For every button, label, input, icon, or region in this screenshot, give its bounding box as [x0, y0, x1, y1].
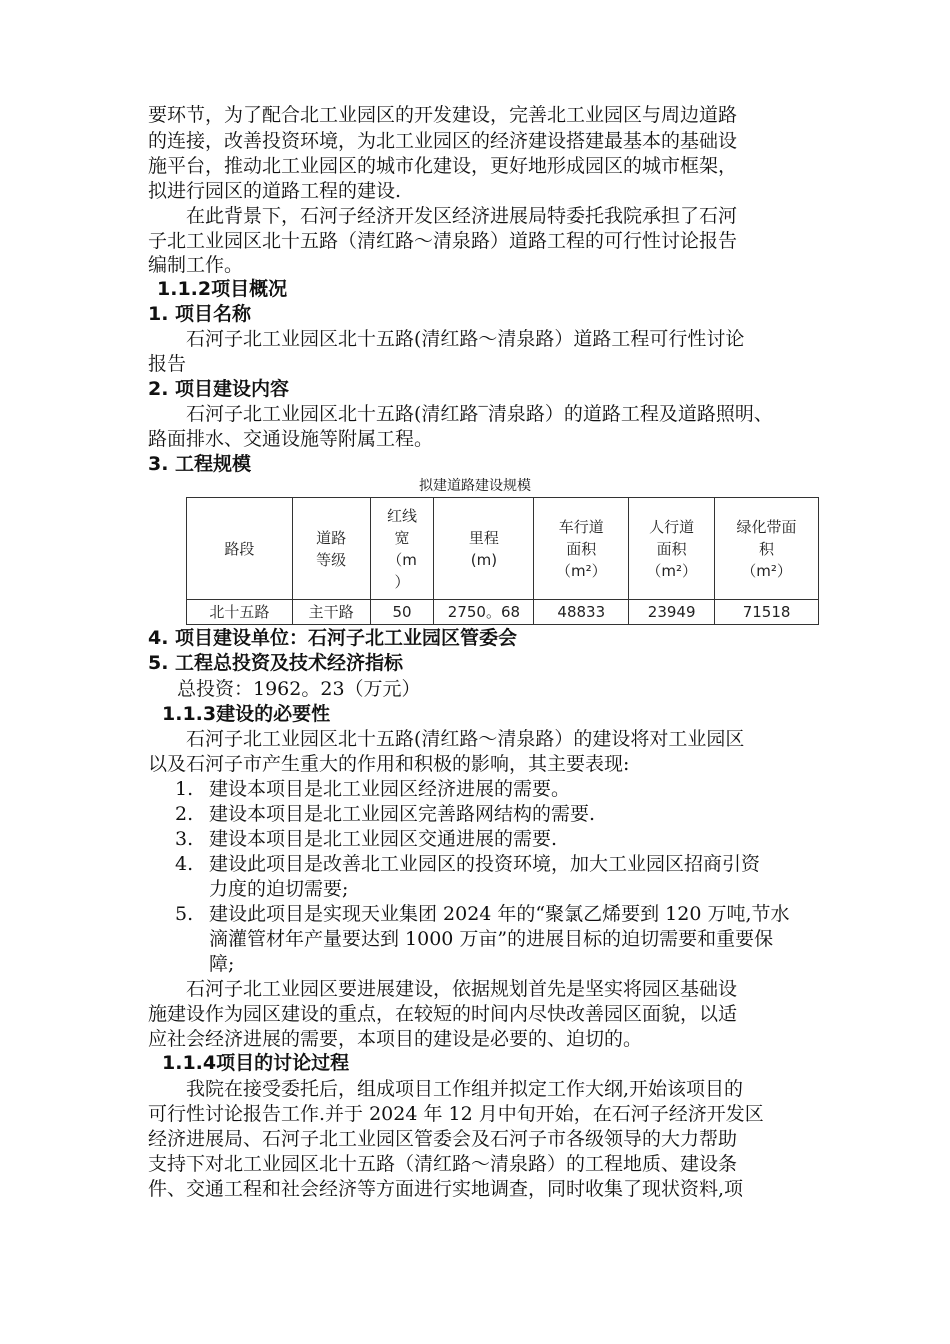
list-number: 4.: [175, 853, 194, 875]
header-red-line-width: [370, 498, 434, 600]
intro-p1-line-4: 拟进行园区的道路工程的建设.: [148, 180, 402, 202]
header-sidewalk-area: [629, 498, 715, 600]
cell-carriageway-area: 48833: [534, 600, 629, 625]
cell-green-belt-area: 71518: [715, 600, 819, 625]
item2-text-line-1: 石河子北工业园区北十五路(清红路‾清泉路）的道路工程及道路照明、: [186, 403, 773, 425]
header-line: 人行道: [649, 517, 695, 536]
intro-p1-line-3: 施平台，推动北工业园区的城市化建设，更好地形成园区的城市框架，: [148, 155, 738, 177]
header-line: 车行道: [558, 517, 604, 536]
intro-p2-line-3: 编制工作。: [148, 254, 244, 276]
header-line: （m²）: [741, 561, 792, 580]
cell-road-grade: 主干路: [292, 600, 370, 625]
section-heading-113: 1.1.3建设的必要性: [162, 703, 331, 725]
header-mileage: [434, 498, 534, 600]
sec113-intro-line-1: 石河子北工业园区北十五路(清红路～清泉路）的建设将对工业园区: [186, 728, 745, 750]
item1-title: 1. 项目名称: [148, 303, 252, 325]
list-number: 5.: [175, 903, 194, 925]
intro-p2-line-2: 子北工业园区北十五路（清红路～清泉路）道路工程的可行性讨论报告: [148, 230, 738, 252]
list-item-5-line-1: 建设此项目是实现天业集团 2024 年的“聚氯乙烯要到 120 万吨,节水: [209, 903, 790, 925]
item3-title: 3. 工程规模: [148, 453, 252, 475]
item1-text-line-1: 石河子北工业园区北十五路(清红路～清泉路）道路工程可行性讨论: [186, 328, 745, 350]
header-line: 绿化带面: [736, 517, 797, 536]
list-item-4-line-1: 建设此项目是改善北工业园区的投资环境，加大工业园区招商引资: [209, 853, 761, 875]
cell-mileage: 2750。68: [434, 600, 534, 625]
sec114-text-line-3: 经济进展局、石河子北工业园区管委会及石河子市各级领导的大力帮助: [148, 1128, 738, 1150]
cell-road-section: 北十五路: [187, 600, 293, 625]
header-line: （m²）: [646, 561, 697, 580]
header-road-grade: [292, 498, 370, 600]
intro-p1-line-2: 的连接，改善投资环境，为北工业园区的经济建设搭建最基本的基础设: [148, 130, 738, 152]
sec113-closing-line-2: 施建设作为园区建设的重点，在较短的时间内尽快改善园区面貌，以适: [148, 1003, 738, 1025]
list-item-3: 建设本项目是北工业园区交通进展的需要.: [209, 828, 558, 850]
header-line: (m): [470, 550, 498, 569]
header-line: （m²）: [555, 561, 607, 580]
header-line: 面积: [566, 539, 597, 558]
sec114-text-line-2: 可行性讨论报告工作.并于 2024 年 12 月中旬开始，在石河子经济开发区: [148, 1103, 764, 1125]
total-investment: 总投资：1962。23（万元）: [177, 678, 421, 700]
list-item-4-line-2: 力度的迫切需要;: [209, 878, 349, 900]
sec114-text-line-1: 我院在接受委托后，组成项目工作组并拟定工作大纲,开始该项目的: [186, 1078, 744, 1100]
cell-sidewalk-area: 23949: [629, 600, 715, 625]
item4-construction-unit: 4. 项目建设单位：石河子北工业园区管委会: [148, 627, 518, 649]
item1-text-line-2: 报告: [148, 353, 187, 375]
list-item-1: 建设本项目是北工业园区经济进展的需要。: [209, 778, 571, 800]
sec113-intro-line-2: 以及石河子市产生重大的作用和积极的影响，其主要表现:: [148, 753, 630, 775]
list-item-5-line-3: 障;: [209, 953, 235, 975]
section-heading-112: 1.1.2项目概况: [157, 278, 288, 300]
header-line: 面积: [656, 539, 687, 558]
header-line: 宽: [394, 528, 410, 547]
header-line: （m: [387, 550, 417, 569]
list-number: 2.: [175, 803, 194, 825]
list-item-5-line-2: 滴灌管材年产量要达到 1000 万亩”的进展目标的迫切需要和重要保: [209, 928, 774, 950]
item2-text-line-2: 路面排水、交通设施等附属工程。: [148, 428, 434, 450]
header-road-section: [187, 498, 293, 600]
list-number: 1.: [175, 778, 194, 800]
header-green-belt-area: [715, 498, 819, 600]
intro-p1-line-1: 要环节，为了配合北工业园区的开发建设，完善北工业园区与周边道路: [148, 104, 738, 126]
section-heading-114: 1.1.4项目的讨论过程: [162, 1052, 350, 1074]
header-line: 积: [759, 539, 775, 558]
list-number: 3.: [175, 828, 194, 850]
header-line: ）: [394, 572, 410, 591]
header-line: 等级: [316, 550, 347, 569]
item2-title: 2. 项目建设内容: [148, 378, 290, 400]
header-line: 道路: [316, 528, 347, 547]
sec114-text-line-4: 支持下对北工业园区北十五路（清红路～清泉路）的工程地质、建设条: [148, 1153, 738, 1175]
scale-table: [186, 497, 819, 625]
intro-p2-line-1: 在此背景下，石河子经济开发区经济进展局特委托我院承担了石河: [186, 205, 738, 227]
sec113-closing-line-3: 应社会经济进展的需要，本项目的建设是必要的、迫切的。: [148, 1028, 643, 1050]
header-line: 里程: [468, 528, 499, 547]
header-carriageway-area: [534, 498, 629, 600]
cell-red-line-width: 50: [370, 600, 434, 625]
table-header-row: [187, 498, 819, 600]
sec113-closing-line-1: 石河子北工业园区要进展建设，依据规划首先是坚实将园区基础设: [186, 978, 738, 1000]
table-row: [187, 600, 819, 625]
table-caption: 拟建道路建设规模: [419, 478, 531, 494]
list-item-2: 建设本项目是北工业园区完善路网结构的需要.: [209, 803, 596, 825]
header-line: 红线: [387, 506, 418, 525]
sec114-text-line-5: 件、交通工程和社会经济等方面进行实地调查，同时收集了现状资料,项: [148, 1178, 744, 1200]
header-line: 路段: [224, 539, 255, 558]
item5-title: 5. 工程总投资及技术经济指标: [148, 652, 404, 674]
